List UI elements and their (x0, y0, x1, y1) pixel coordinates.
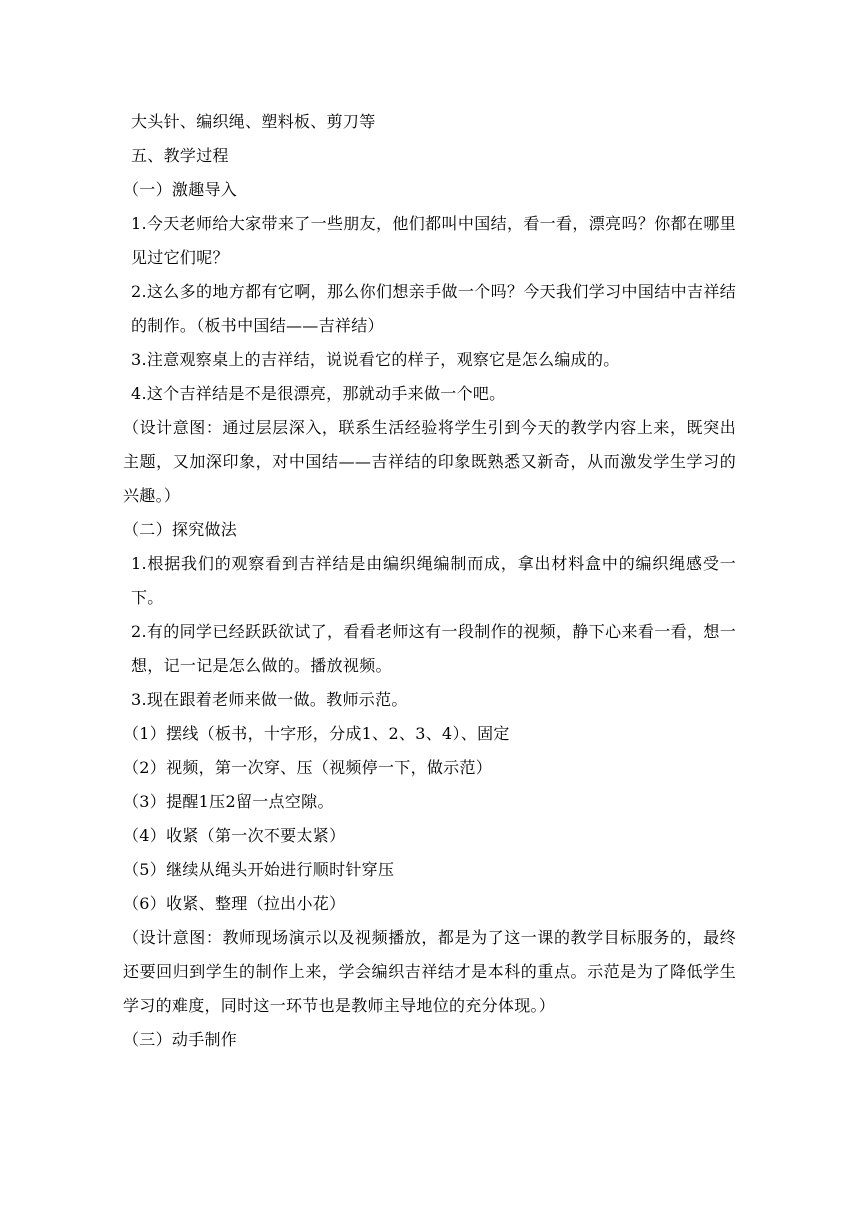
step-2: （2）视频，第一次穿、压（视频停一下，做示范） (123, 758, 493, 777)
subheading-introduction: （一）激趣导入 (123, 180, 238, 199)
step-1: （1）摆线（板书，十字形，分成1、2、3、4）、固定 (123, 724, 510, 743)
paragraph-intro-2: 2.这么多的地方都有它啊，那么你们想亲手做一个吗？今天我们学习中国结中吉祥结的制作。（板书中国结——吉祥结） (131, 282, 736, 335)
paragraph-explore-3: 3.现在跟着老师来做一做。教师示范。 (131, 690, 408, 709)
paragraph-intro-3: 3.注意观察桌上的吉祥结，说说看它的样子，观察它是怎么编成的。 (131, 350, 620, 369)
design-intent-1: （设计意图：通过层层深入，联系生活经验将学生引到今天的教学内容上来，既突出主题，又加深印象，对中国结——吉祥结的印象既熟悉又新奇，从而激发学生学习的兴趣。） (123, 418, 736, 505)
section-heading-teaching-process: 五、教学过程 (131, 146, 229, 165)
paragraph-intro-4: 4.这个吉祥结是不是很漂亮，那就动手来做一个吧。 (131, 384, 506, 403)
document-page (123, 105, 736, 1057)
paragraph-intro-1: 1.今天老师给大家带来了一些朋友，他们都叫中国结，看一看，漂亮吗？你都在哪里见过它们呢？ (131, 214, 736, 267)
design-intent-2: （设计意图：教师现场演示以及视频播放，都是为了这一课的教学目标服务的，最终还要回归到学生的制作上来，学会编织吉祥结才是本科的重点。示范是为了降低学生学习的难度，同时这一环节也是教师主导地位的充分体现。） (123, 928, 736, 1015)
step-3: （3）提醒1压2留一点空隙。 (123, 792, 334, 811)
subheading-explore-method: （二）探究做法 (123, 520, 238, 539)
materials-line: 大头针、编织绳、塑料板、剪刀等 (131, 112, 376, 131)
paragraph-explore-2: 2.有的同学已经跃跃欲试了，看看老师这有一段制作的视频，静下心来看一看，想一想，记一记是怎么做的。播放视频。 (131, 622, 736, 675)
step-4: （4）收紧（第一次不要太紧） (123, 826, 346, 845)
step-5: （5）继续从绳头开始进行顺时针穿压 (123, 860, 395, 879)
subheading-hands-on: （三）动手制作 (123, 1030, 238, 1049)
paragraph-explore-1: 1.根据我们的观察看到吉祥结是由编织绳编制而成，拿出材料盒中的编织绳感受一下。 (131, 554, 736, 607)
step-6: （6）收紧、整理（拉出小花） (123, 894, 346, 913)
